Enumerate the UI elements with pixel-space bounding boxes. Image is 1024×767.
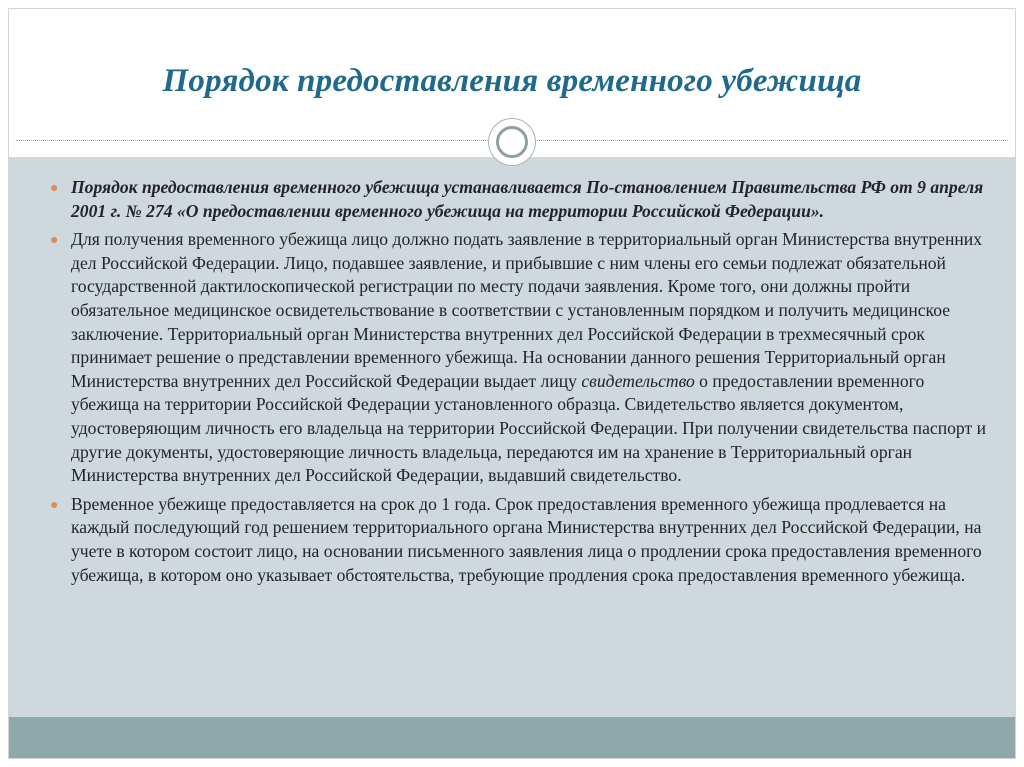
ring-icon (496, 126, 528, 158)
bullet-item-3 (44, 493, 994, 587)
circle-emblem-icon (488, 118, 536, 166)
bullet-icon: ● (50, 233, 59, 249)
slide-title: Порядок предоставления временного убежища (162, 63, 862, 99)
bullet-item-2 (44, 228, 994, 488)
bullet-text-emphasis: свидетельство (581, 370, 695, 391)
bullet-item-1 (44, 176, 994, 223)
bullet-icon: ● (50, 181, 59, 196)
bullet-text: Порядок предоставления временного убежища устанавливается По-становлением Правительства РФ от 9 апреля 2001 г. № 274 «О предоставлении временного убежища на территории Российской Федерации». (71, 177, 984, 221)
bullet-icon: ● (50, 497, 59, 513)
bullet-list (44, 176, 994, 592)
bullet-text-start: Для получения временного убежища лицо должно подать заявление в территориальный орган Министерства внутренних дел Российской Федерации. Лицо, подавшее заявление, и прибывшие с ним члены его семьи подлежат обязательной государственной дактилоскопической регистрации по месту подачи заявления. Кроме того, они должны пройти обязательное медицинское освидетельствование в соответствии с установленным порядком и получить медицинское заключение. Территориальный орган Министерства внутренних дел Российской Федерации в трехмесячный срок принимает решение о представлении временного убежища. На основании данного решения Территориальный орган Министерства внутренних дел Российской Федерации выдает лицу (71, 229, 982, 391)
footer-band (9, 717, 1015, 758)
bullet-text: Временное убежище предоставляется на срок до 1 года. Срок предоставления временного убежища продлевается на каждый последующий год решением территориального органа Министерства внутренних дел Российской Федерации, на учете в котором состоит лицо, на основании письменного заявления лица о продлении срока предоставления временного убежища, в котором оно указывает обстоятельства, требующие продления срока предоставления временного убежища. (71, 493, 982, 585)
bullet-text-end: о предоставлении временного убежища на территории Российской Федерации установленного образца. Свидетельство является документом, удостоверяющим личность его владельца на территории Российской Федерации. При получении свидетельства паспорт и другие документы, удостоверяющие личность владельца, передаются им на хранение в Территориальный орган Министерства внутренних дел Российской Федерации, выдавший свидетельство. (71, 370, 986, 486)
